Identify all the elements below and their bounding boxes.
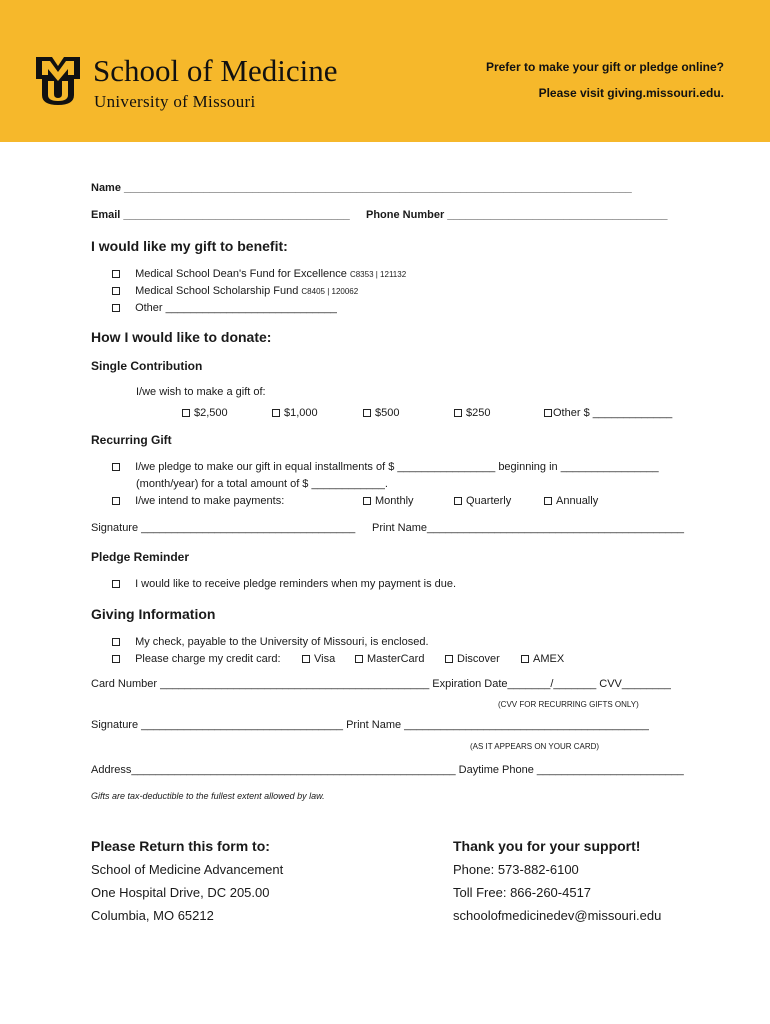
- checkbox[interactable]: [112, 580, 120, 588]
- card-number-field[interactable]: Card Number ____________________________________________ Expiration Date_______/_______ CVV________: [91, 678, 671, 690]
- checkbox[interactable]: [445, 655, 453, 663]
- benefit-heading: I would like my gift to benefit:: [91, 238, 288, 254]
- tax-deductible-note: Gifts are tax-deductible to the fullest extent allowed by law.: [91, 791, 325, 801]
- thanks-heading: Thank you for your support!: [453, 838, 641, 854]
- online-link[interactable]: Please visit giving.missouri.edu.: [538, 86, 724, 100]
- pledge-print-name-field[interactable]: Print Name__________________________________________: [372, 522, 684, 534]
- return-line-2: One Hospital Drive, DC 205.00: [91, 885, 270, 900]
- pledge-reminder-heading: Pledge Reminder: [91, 550, 190, 564]
- checkbox[interactable]: [112, 270, 120, 278]
- checkbox[interactable]: [112, 463, 120, 471]
- email-field[interactable]: Email _____________________________________: [91, 209, 350, 221]
- address-field[interactable]: Address_____________________________________________________ Daytime Phone ________________________: [91, 764, 684, 776]
- checkbox[interactable]: [544, 497, 552, 505]
- check-enclosed-option[interactable]: My check, payable to the University of Missouri, is enclosed.: [112, 636, 429, 648]
- pledge-reminder-option[interactable]: I would like to receive pledge reminders when my payment is due.: [112, 578, 456, 590]
- checkbox[interactable]: [521, 655, 529, 663]
- card-mastercard[interactable]: MasterCard: [355, 653, 424, 665]
- cvv-note: (CVV FOR RECURRING GIFTS ONLY): [498, 700, 639, 709]
- checkbox[interactable]: [454, 409, 462, 417]
- amount-1000[interactable]: $1,000: [272, 407, 318, 419]
- card-discover[interactable]: Discover: [445, 653, 500, 665]
- contact-phone: Phone: 573-882-6100: [453, 862, 579, 877]
- card-visa[interactable]: Visa: [302, 653, 335, 665]
- checkbox[interactable]: [112, 497, 120, 505]
- amount-other[interactable]: Other $ _____________: [544, 407, 672, 419]
- amount-2500[interactable]: $2,500: [182, 407, 228, 419]
- benefit-option-scholarship[interactable]: Medical School Scholarship Fund C8405 | 120062: [112, 285, 358, 297]
- checkbox[interactable]: [112, 287, 120, 295]
- checkbox[interactable]: [454, 497, 462, 505]
- pledge-installments[interactable]: I/we pledge to make our gift in equal installments of $ ________________ beginning in ________________: [112, 461, 659, 473]
- payment-intent[interactable]: I/we intend to make payments:: [112, 495, 284, 507]
- as-appears-note: (AS IT APPEARS ON YOUR CARD): [470, 742, 600, 751]
- amount-250[interactable]: $250: [454, 407, 490, 419]
- phone-field[interactable]: Phone Number ____________________________________: [366, 209, 668, 221]
- donate-heading: How I would like to donate:: [91, 329, 272, 345]
- checkbox[interactable]: [363, 497, 371, 505]
- return-heading: Please Return this form to:: [91, 838, 270, 854]
- benefit-option-other[interactable]: Other ____________________________: [112, 302, 337, 314]
- charge-card-option[interactable]: Please charge my credit card:: [112, 653, 281, 665]
- checkbox[interactable]: [112, 638, 120, 646]
- fund-code: C8353 | 121132: [349, 270, 407, 279]
- school-name: School of Medicine: [93, 53, 338, 88]
- gift-wish-label: I/we wish to make a gift of:: [136, 386, 266, 398]
- contact-email[interactable]: schoolofmedicinedev@missouri.edu: [453, 908, 662, 923]
- card-signature-field[interactable]: Signature _________________________________ Print Name ________________________________________: [91, 719, 649, 731]
- contact-tollfree: Toll Free: 866-260-4517: [453, 885, 592, 900]
- single-contribution-heading: Single Contribution: [91, 359, 203, 373]
- pledge-total[interactable]: (month/year) for a total amount of $ ____________.: [136, 478, 388, 490]
- checkbox[interactable]: [112, 304, 120, 312]
- recurring-gift-heading: Recurring Gift: [91, 433, 172, 447]
- frequency-monthly[interactable]: Monthly: [363, 495, 414, 507]
- university-name: University of Missouri: [94, 92, 256, 111]
- return-line-1: School of Medicine Advancement: [91, 862, 284, 877]
- frequency-annually[interactable]: Annually: [544, 495, 598, 507]
- mu-logo-icon: [36, 57, 80, 105]
- checkbox[interactable]: [544, 409, 552, 417]
- online-question: Prefer to make your gift or pledge online?: [485, 60, 724, 74]
- card-amex[interactable]: AMEX: [521, 653, 564, 665]
- checkbox[interactable]: [302, 655, 310, 663]
- checkbox[interactable]: [363, 409, 371, 417]
- benefit-option-deans-fund[interactable]: Medical School Dean's Fund for Excellence C8353 | 121132: [112, 268, 406, 280]
- checkbox[interactable]: [355, 655, 363, 663]
- header-banner: [0, 0, 770, 142]
- return-line-3: Columbia, MO 65212: [91, 908, 214, 923]
- giving-information-heading: Giving Information: [91, 606, 216, 622]
- amount-500[interactable]: $500: [363, 407, 399, 419]
- checkbox[interactable]: [182, 409, 190, 417]
- frequency-quarterly[interactable]: Quarterly: [454, 495, 511, 507]
- name-field[interactable]: Name ___________________________________________________________________________________: [91, 182, 632, 194]
- pledge-signature-field[interactable]: Signature ___________________________________: [91, 522, 356, 534]
- fund-code: C8405 | 120062: [301, 287, 359, 296]
- checkbox[interactable]: [272, 409, 280, 417]
- checkbox[interactable]: [112, 655, 120, 663]
